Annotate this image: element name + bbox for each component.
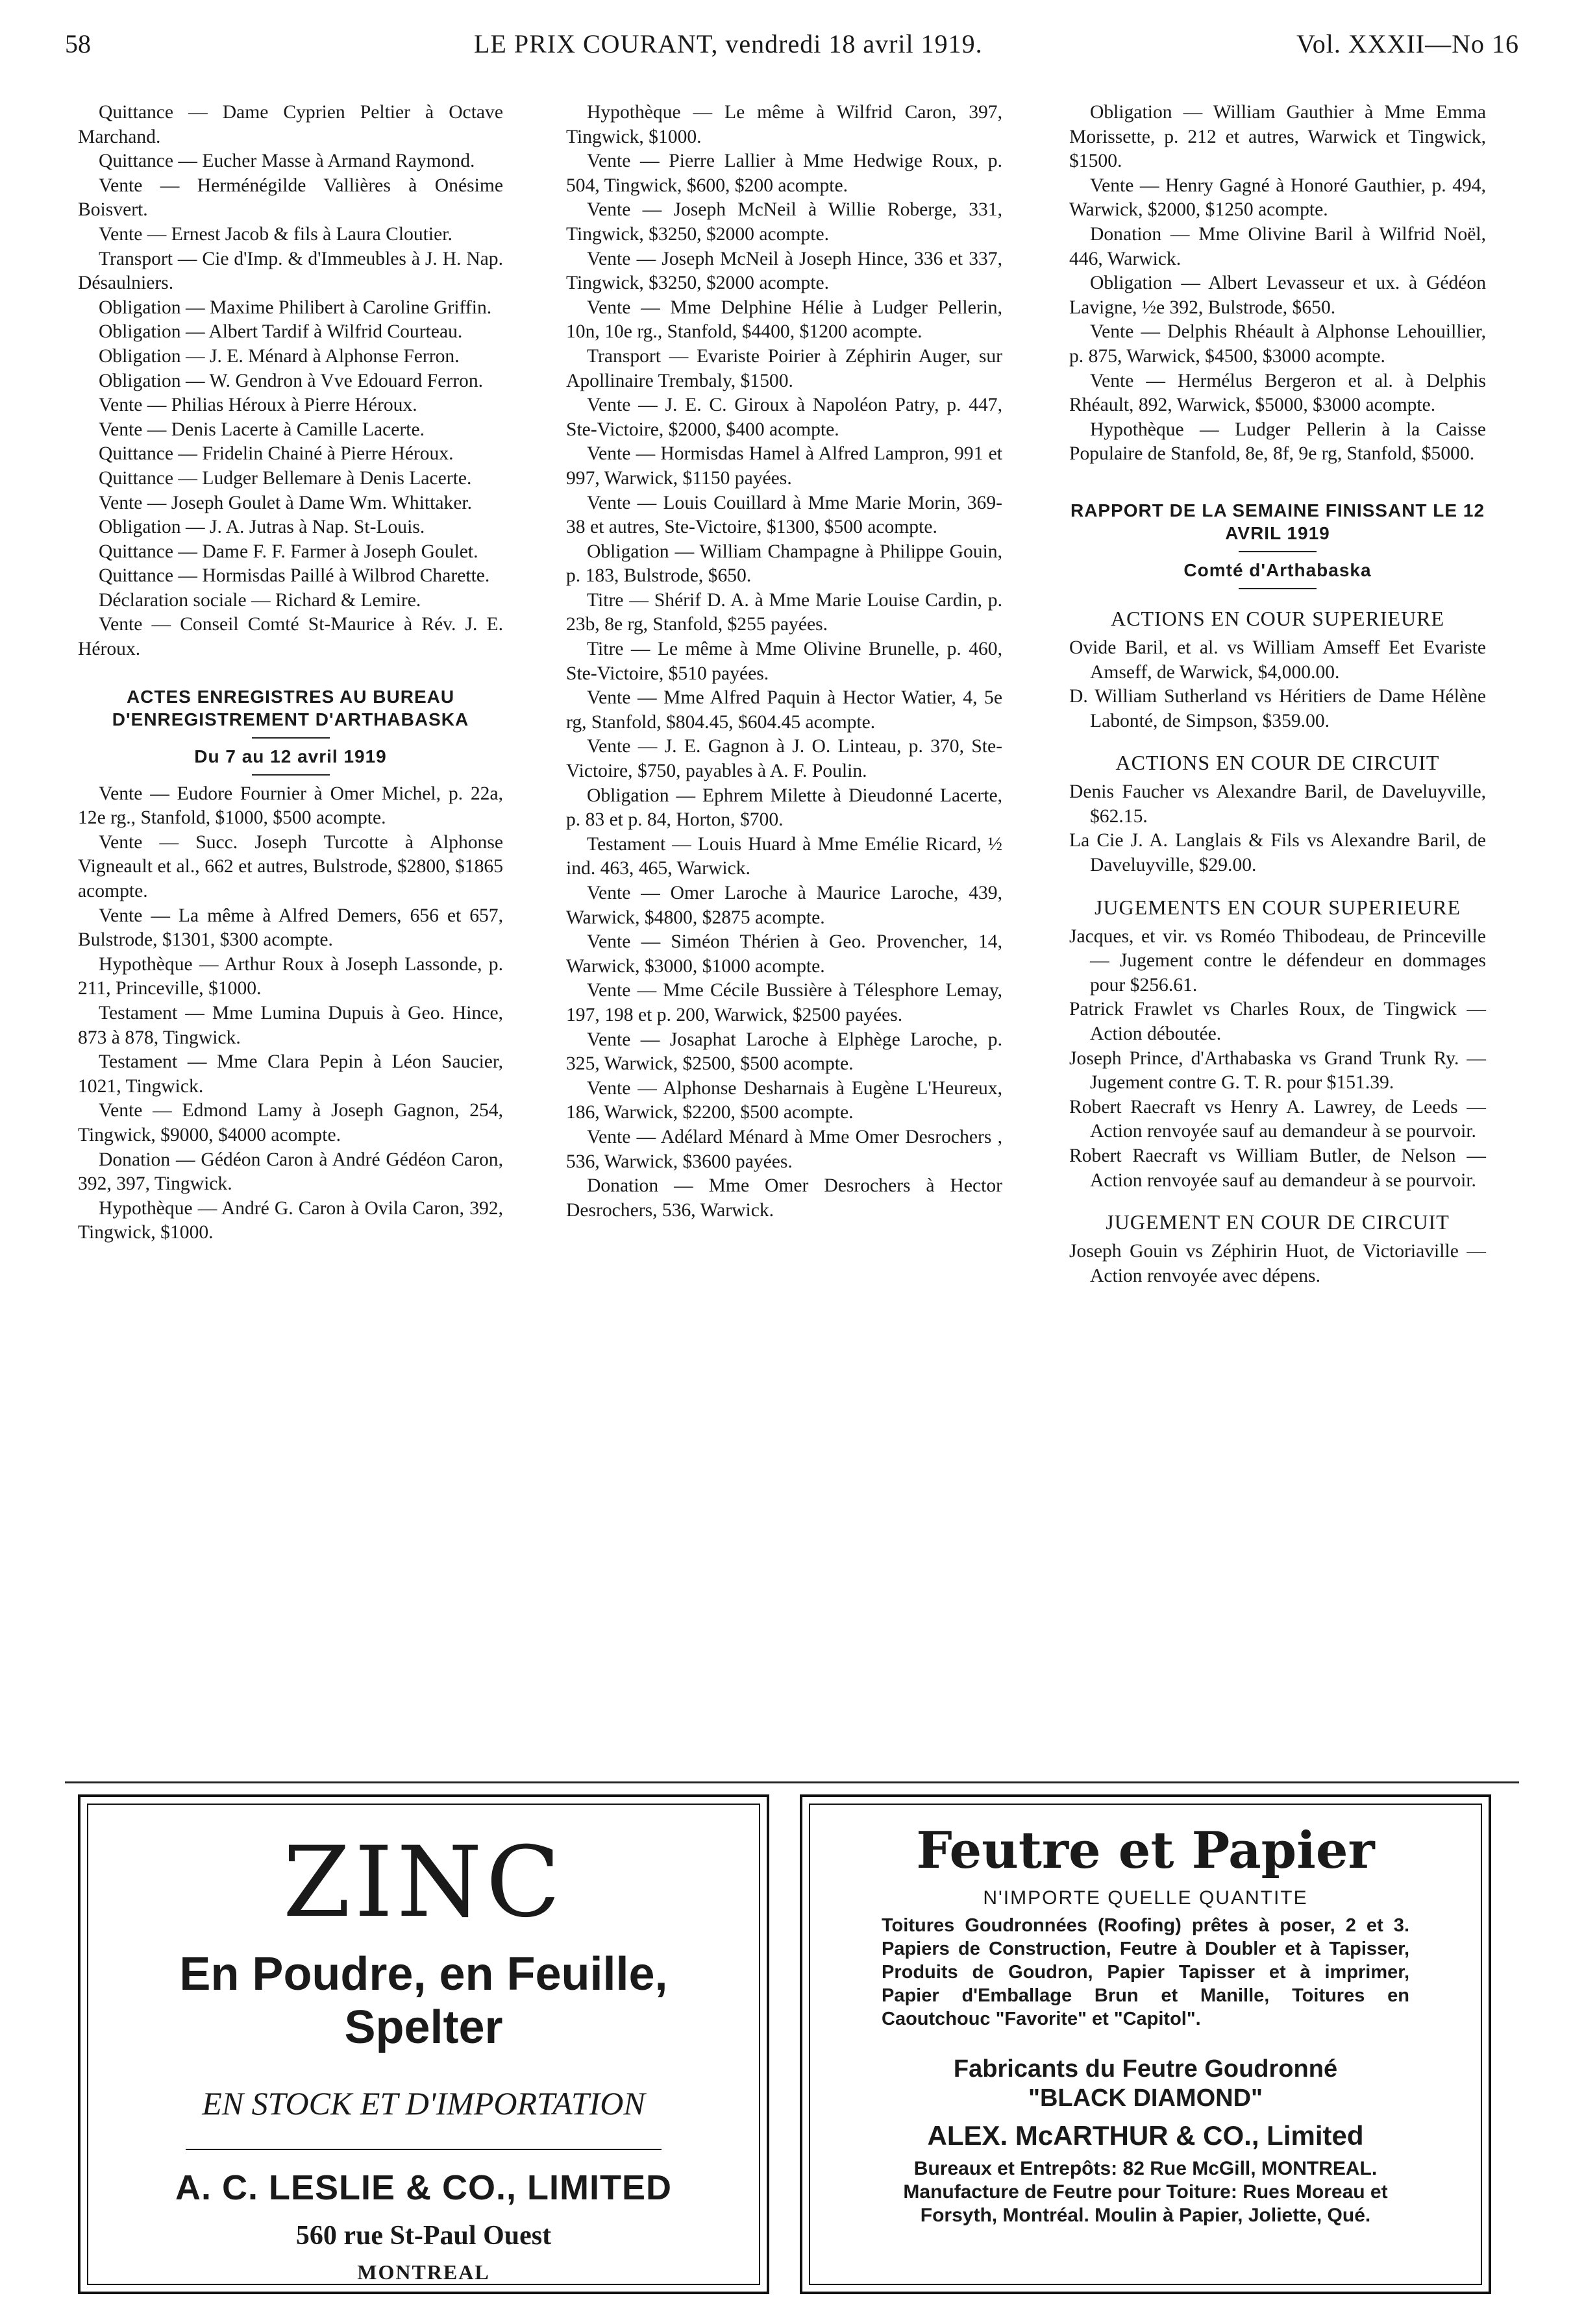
register-entry: Vente — Hermélus Bergeron et al. à Delphis Rhéault, 892, Warwick, $5000, $3000 acompte.	[1069, 370, 1486, 416]
section-divider	[1239, 588, 1317, 589]
column-3-entries	[1069, 101, 1486, 467]
register-entry: Titre — Shérif D. A. à Mme Marie Louise Cardin, p. 23b, 8e rg, Stanfold, $255 payées.	[566, 589, 1002, 635]
register-entry: Vente — Conseil Comté St-Maurice à Rév. J. E. Héroux.	[78, 614, 503, 660]
register-entry: Testament — Mme Lumina Dupuis à Geo. Hince, 873 à 878, Tingwick.	[78, 1003, 503, 1048]
advert-inner-border	[87, 1804, 760, 2285]
register-entry: Vente — Alphonse Desharnais à Eugène L'Heureux, 186, Warwick, $2200, $500 acompte.	[566, 1077, 1002, 1123]
register-entry: Obligation — Albert Tardif à Wilfrid Courteau.	[99, 321, 463, 343]
advert-feutre-body: Toitures Goudronnées (Roofing) prêtes à poser, 2 et 3. Papiers de Construction, Feutre à Doubler et à Tapisser, Produits de Goudron, Papier Tapisser et à imprimer, Papier d'Emballage Brun et Manille, Toitures en Caoutchouc "Favorite" et "Capitol".	[882, 1915, 1409, 2029]
register-entry: Vente — Mme Cécile Bussière à Télesphore Lemay, 197, 198 et p. 200, Warwick, $2500 payées.	[566, 980, 1002, 1025]
register-entry: Vente — Mme Delphine Hélie à Ludger Pellerin, 10n, 10e rg., Stanfold, $4400, $1200 acompte.	[566, 297, 1002, 343]
actions-circuit-list	[1069, 780, 1486, 877]
register-entry: Obligation — William Champagne à Philippe Gouin, p. 183, Bulstrode, $650.	[566, 541, 1002, 587]
volume-number: Vol. XXXII—No 16	[1296, 29, 1519, 58]
county-heading: Comté d'Arthabaska	[1183, 559, 1372, 580]
register-entry: Vente — Joseph McNeil à Willie Roberge, 331, Tingwick, $3250, $2000 acompte.	[566, 199, 1002, 245]
column-2	[566, 101, 1002, 1223]
advert-zinc	[78, 1794, 769, 2294]
register-entry: Vente — Philias Héroux à Pierre Héroux.	[99, 395, 417, 416]
register-entry: Quittance — Fridelin Chainé à Pierre Héroux.	[99, 443, 454, 465]
heading-actions-circuit: ACTIONS EN COUR DE CIRCUIT	[1115, 751, 1440, 775]
column-3	[1069, 101, 1486, 1288]
register-entry: Vente — Ernest Jacob & fils à Laura Cloutier.	[99, 223, 452, 245]
register-entry: Vente — Omer Laroche à Maurice Laroche, 439, Warwick, $4800, $2875 acompte.	[566, 883, 1002, 928]
register-entry: Vente — Joseph McNeil à Joseph Hince, 336 et 337, Tingwick, $3250, $2000 acompte.	[566, 248, 1002, 294]
register-entry: Transport — Evariste Poirier à Zéphirin Auger, sur Apollinaire Trembaly, $1500.	[566, 345, 1002, 391]
court-action-entry: La Cie J. A. Langlais & Fils vs Alexandre Baril, de Daveluyville, $29.00.	[1069, 830, 1486, 876]
register-entry: Quittance — Dame Cyprien Peltier à Octave Marchand.	[78, 102, 503, 147]
register-entry: Quittance — Hormisdas Paillé à Wilbrod Charette.	[99, 565, 490, 587]
register-entry: Vente — Succ. Joseph Turcotte à Alphonse Vigneault et al., 662 et autres, Bulstrode, $2800, $1865 acompte.	[78, 831, 503, 902]
register-entry: Déclaration sociale — Richard & Lemire.	[99, 589, 421, 611]
register-entry: Obligation — W. Gendron à Vve Edouard Ferron.	[99, 370, 484, 391]
judgment-entry: Robert Raecraft vs William Butler, de Nelson — Action renvoyée sauf au demandeur à se pourvoir.	[1069, 1145, 1486, 1191]
register-entry: Vente — Pierre Lallier à Mme Hedwige Roux, p. 504, Tingwick, $600, $200 acompte.	[566, 151, 1002, 196]
judgment-entry: Patrick Frawlet vs Charles Roux, de Tingwick — Action déboutée.	[1069, 999, 1486, 1045]
register-entry: Titre — Le même à Mme Olivine Brunelle, p. 460, Ste-Victoire, $510 payées.	[566, 639, 1002, 684]
register-entry: Testament — Mme Clara Pepin à Léon Saucier, 1021, Tingwick.	[78, 1051, 503, 1097]
advert-feutre-address: Bureaux et Entrepôts: 82 Rue McGill, MONTREAL. Manufacture de Feutre pour Toiture: Rues Moreau et Forsyth, Montréal. Moulin à Papier, Joliette, Qué.	[903, 2158, 1388, 2226]
register-entry: Obligation — J. E. Ménard à Alphonse Ferron.	[99, 345, 460, 367]
section-heading-actes: ACTES ENREGISTRES AU BUREAU D'ENREGISTREMENT D'ARTHABASKA	[112, 686, 469, 729]
register-entry: Vente — Adélard Ménard à Mme Omer Desrochers , 536, Warwick, $3600 payées.	[566, 1126, 1002, 1172]
register-entry: Quittance — Eucher Masse à Armand Raymond.	[99, 151, 475, 172]
advert-feutre	[800, 1794, 1491, 2294]
register-entry: Vente — Siméon Thérien à Geo. Provencher, 14, Warwick, $3000, $1000 acompte.	[566, 931, 1002, 977]
register-entry: Vente — La même à Alfred Demers, 656 et 657, Bulstrode, $1301, $300 acompte.	[78, 905, 503, 951]
register-entry: Vente — Mme Alfred Paquin à Hector Watier, 4, 5e rg, Stanfold, $804.45, $604.45 acompte.	[566, 687, 1002, 733]
advert-zinc-city: MONTREAL	[357, 2260, 490, 2284]
register-entry: Hypothèque — Arthur Roux à Joseph Lassonde, p. 211, Princeville, $1000.	[78, 953, 503, 999]
court-action-entry: Denis Faucher vs Alexandre Baril, de Daveluyville, $62.15.	[1069, 781, 1486, 827]
register-entry: Donation — Gédéon Caron à André Gédéon Caron, 392, 397, Tingwick.	[78, 1149, 503, 1195]
publication-title: LE PRIX COURANT, vendredi 18 avril 1919.	[474, 29, 983, 58]
register-entry: Vente — Edmond Lamy à Joseph Gagnon, 254, Tingwick, $9000, $4000 acompte.	[78, 1100, 503, 1145]
register-entry: Quittance — Dame F. F. Farmer à Joseph Goulet.	[99, 541, 478, 562]
advert-feutre-fabricants: Fabricants du Feutre Goudronné	[953, 2055, 1338, 2083]
register-entry: Vente — Hormisdas Hamel à Alfred Lampron, 991 et 997, Warwick, $1150 payées.	[566, 443, 1002, 489]
register-entry: Transport — Cie d'Imp. & d'Immeubles à J. H. Nap. Désaulniers.	[78, 248, 503, 294]
court-action-entry: Ovide Baril, et al. vs William Amseff Eet Evariste Amseff, de Warwick, $4,000.00.	[1069, 637, 1486, 683]
register-entry: Obligation — Albert Levasseur et ux. à Gédéon Lavigne, ½e 392, Bulstrode, $650.	[1069, 273, 1486, 318]
register-entry: Vente — J. E. C. Giroux à Napoléon Patry, p. 447, Ste-Victoire, $2000, $400 acompte.	[566, 395, 1002, 440]
page-header	[65, 29, 1519, 67]
register-entry: Vente — Joseph Goulet à Dame Wm. Whittaker.	[99, 492, 473, 513]
register-entry: Vente — Eudore Fournier à Omer Michel, p. 22a, 12e rg., Stanfold, $1000, $500 acompte.	[78, 783, 503, 829]
section-date: Du 7 au 12 avril 1919	[194, 746, 387, 766]
register-entry: Donation — Mme Omer Desrochers à Hector Desrochers, 536, Warwick.	[566, 1175, 1002, 1221]
column-2-entries	[566, 101, 1002, 1223]
column-1-entries-actes	[78, 782, 503, 1245]
jugement-circuit-list	[1069, 1240, 1486, 1288]
advert-zinc-address: 560 rue St-Paul Ouest	[295, 2221, 552, 2251]
register-entry: Vente — Delphis Rhéault à Alphonse Lehouillier, p. 875, Warwick, $4500, $3000 acompte.	[1069, 321, 1486, 367]
advert-zinc-line2: Spelter	[344, 2001, 503, 2053]
advert-inner-border	[809, 1804, 1482, 2285]
register-entry: Obligation — Ephrem Milette à Dieudonné Lacerte, p. 83 et p. 84, Horton, $700.	[566, 785, 1002, 831]
heading-actions-superieure: ACTIONS EN COUR SUPERIEURE	[1110, 606, 1445, 630]
advert-zinc-title: ZINC	[282, 1826, 565, 1939]
register-entry: Vente — Herménégilde Vallières à Onésime Boisvert.	[78, 175, 503, 221]
register-entry: Vente — J. E. Gagnon à J. O. Linteau, p. 370, Ste-Victoire, $750, payables à A. F. Poulin.	[566, 736, 1002, 782]
court-action-entry: D. William Sutherland vs Héritiers de Dame Hélène Labonté, de Simpson, $359.00.	[1069, 686, 1486, 731]
judgment-entry: Joseph Prince, d'Arthabaska vs Grand Trunk Ry. — Jugement contre G. T. R. pour $151.39.	[1069, 1047, 1486, 1094]
advert-feutre-title: Feutre et Papier	[916, 1821, 1375, 1880]
page-number: 58	[65, 29, 91, 58]
register-entry: Vente — Josaphat Laroche à Elphège Laroche, p. 325, Warwick, $2500, $500 acompte.	[566, 1029, 1002, 1075]
advert-zinc-rule	[186, 2149, 662, 2150]
register-entry: Obligation — J. A. Jutras à Nap. St-Louis.	[99, 517, 425, 538]
register-entry: Vente — Louis Couillard à Mme Marie Morin, 369-38 et autres, Ste-Victoire, $1300, $500 acompte.	[566, 492, 1002, 538]
column-1-entries	[78, 101, 503, 662]
jugements-superieure-list	[1069, 925, 1486, 1193]
heading-jugements-superieure: JUGEMENTS EN COUR SUPERIEURE	[1094, 895, 1461, 919]
register-entry: Testament — Louis Huard à Mme Emélie Ricard, ½ ind. 463, 465, Warwick.	[566, 833, 1002, 879]
section-divider	[1239, 551, 1317, 552]
advert-divider	[65, 1781, 1519, 1783]
section-divider	[252, 774, 330, 776]
register-entry: Obligation — William Gauthier à Mme Emma Morissette, p. 212 et autres, Warwick et Tingwick, $1500.	[1069, 102, 1486, 172]
register-entry: Hypothèque — Ludger Pellerin à la Caisse Populaire de Stanfold, 8e, 8f, 9e rg, Stanfold, $5000.	[1069, 419, 1486, 465]
register-entry: Vente — Denis Lacerte à Camille Lacerte.	[99, 419, 425, 440]
section-heading-rapport: RAPPORT DE LA SEMAINE FINISSANT LE 12 AVRIL 1919	[1070, 500, 1485, 543]
judgment-entry: Joseph Gouin vs Zéphirin Huot, de Victoriaville — Action renvoyée avec dépens.	[1069, 1241, 1486, 1286]
register-entry: Donation — Mme Olivine Baril à Wilfrid Noël, 446, Warwick.	[1069, 223, 1486, 269]
advert-zinc-company: A. C. LESLIE & CO., LIMITED	[175, 2168, 673, 2207]
advert-feutre-company: ALEX. McARTHUR & CO., Limited	[927, 2120, 1364, 2151]
register-entry: Quittance — Ludger Bellemare à Denis Lacerte.	[99, 467, 472, 489]
register-entry: Obligation — Maxime Philibert à Caroline Griffin.	[99, 297, 492, 318]
heading-jugement-circuit: JUGEMENT EN COUR DE CIRCUIT	[1106, 1210, 1450, 1234]
advert-zinc-line1: En Poudre, en Feuille,	[179, 1948, 668, 2000]
register-entry: Vente — Henry Gagné à Honoré Gauthier, p. 494, Warwick, $2000, $1250 acompte.	[1069, 175, 1486, 221]
judgment-entry: Jacques, et vir. vs Roméo Thibodeau, de Princeville — Jugement contre le défendeur en dommages pour $256.61.	[1069, 925, 1486, 996]
judgment-entry: Robert Raecraft vs Henry A. Lawrey, de Leeds — Action renvoyée sauf au demandeur à se pourvoir.	[1069, 1096, 1486, 1142]
advert-feutre-black-diamond: "BLACK DIAMOND"	[1028, 2085, 1263, 2112]
advert-feutre-quantity: N'IMPORTE QUELLE QUANTITE	[983, 1887, 1308, 1909]
advert-zinc-stock: EN STOCK ET D'IMPORTATION	[202, 2085, 645, 2122]
actions-superieure-list	[1069, 636, 1486, 733]
register-entry: Hypothèque — Le même à Wilfrid Caron, 397, Tingwick, $1000.	[566, 102, 1002, 147]
section-divider	[252, 737, 330, 739]
column-1	[78, 101, 503, 1245]
register-entry: Hypothèque — André G. Caron à Ovila Caron, 392, Tingwick, $1000.	[78, 1197, 503, 1243]
